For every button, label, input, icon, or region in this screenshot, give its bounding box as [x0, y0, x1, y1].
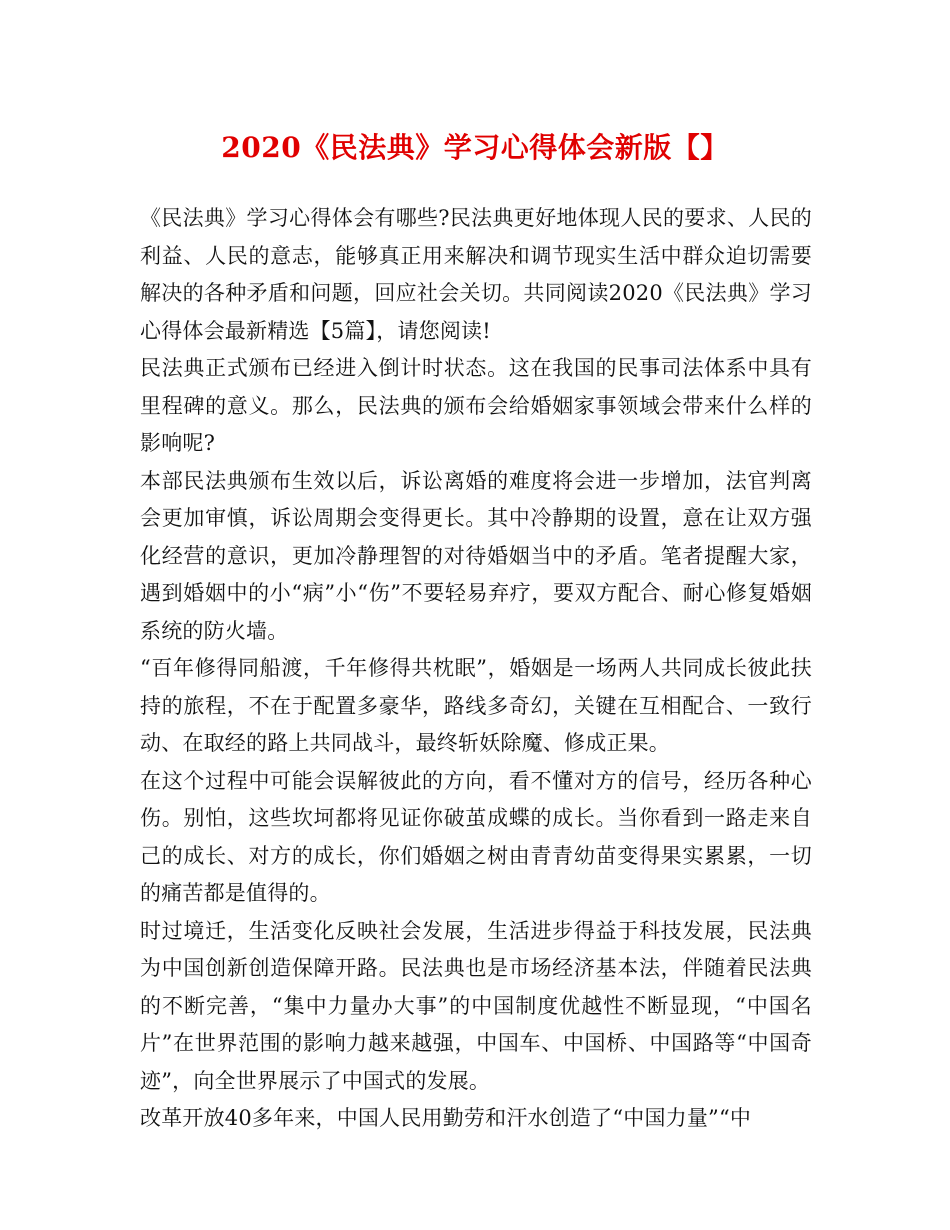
paragraph-7: 改革开放40多年来，中国人民用勤劳和汗水创造了“中国力量”“中 [140, 1106, 752, 1130]
paragraph-4: “百年修得同船渡，千年修得共枕眠”，婚姻是一场两人共同成长彼此扶持的旅程，不在于配置多豪华，路线多奇幻，关键在互相配合、一致行动、在取经的路上共同战斗，最终斩妖除魔、修成正果。 [140, 656, 812, 755]
paragraph-3: 本部民法典颁布生效以后，诉讼离婚的难度将会进一步增加，法官判离会更加审慎，诉讼周期会变得更长。其中冷静期的设置，意在让双方强化经营的意识，更加冷静理智的对待婚姻当中的矛盾。笔者提醒大家，遇到婚姻中的小“病”小“伤”不要轻易弃疗，要双方配合、耐心修复婚姻系统的防火墙。 [140, 468, 812, 643]
paragraph-6: 时过境迁，生活变化反映社会发展，生活进步得益于科技发展，民法典为中国创新创造保障开路。民法典也是市场经济基本法，伴随着民法典的不断完善，“集中力量办大事”的中国制度优越性不断显现，“中国名片”在世界范围的影响力越来越强，中国车、中国桥、中国路等“中国奇迹”，向全世界展示了中国式的发展。 [140, 918, 812, 1093]
document-body [140, 200, 812, 1138]
document-title: 2020《民法典》学习心得体会新版【】 [221, 131, 729, 164]
paragraph-5: 在这个过程中可能会误解彼此的方向，看不懂对方的信号，经历各种心伤。别怕，这些坎坷都将见证你破茧成蝶的成长。当你看到一路走来自己的成长、对方的成长，你们婚姻之树由青青幼苗变得果实累累，一切的痛苦都是值得的。 [140, 768, 812, 905]
paragraph-2: 民法典正式颁布已经进入倒计时状态。这在我国的民事司法体系中具有里程碑的意义。那么，民法典的颁布会给婚姻家事领域会带来什么样的影响呢? [140, 356, 812, 455]
paragraph-1: 《民法典》学习心得体会有哪些?民法典更好地体现人民的要求、人民的利益、人民的意志，能够真正用来解决和调节现实生活中群众迫切需要解决的各种矛盾和问题，回应社会关切。共同阅读2020《民法典》学习心得体会最新精选【5篇】，请您阅读! [140, 206, 812, 343]
